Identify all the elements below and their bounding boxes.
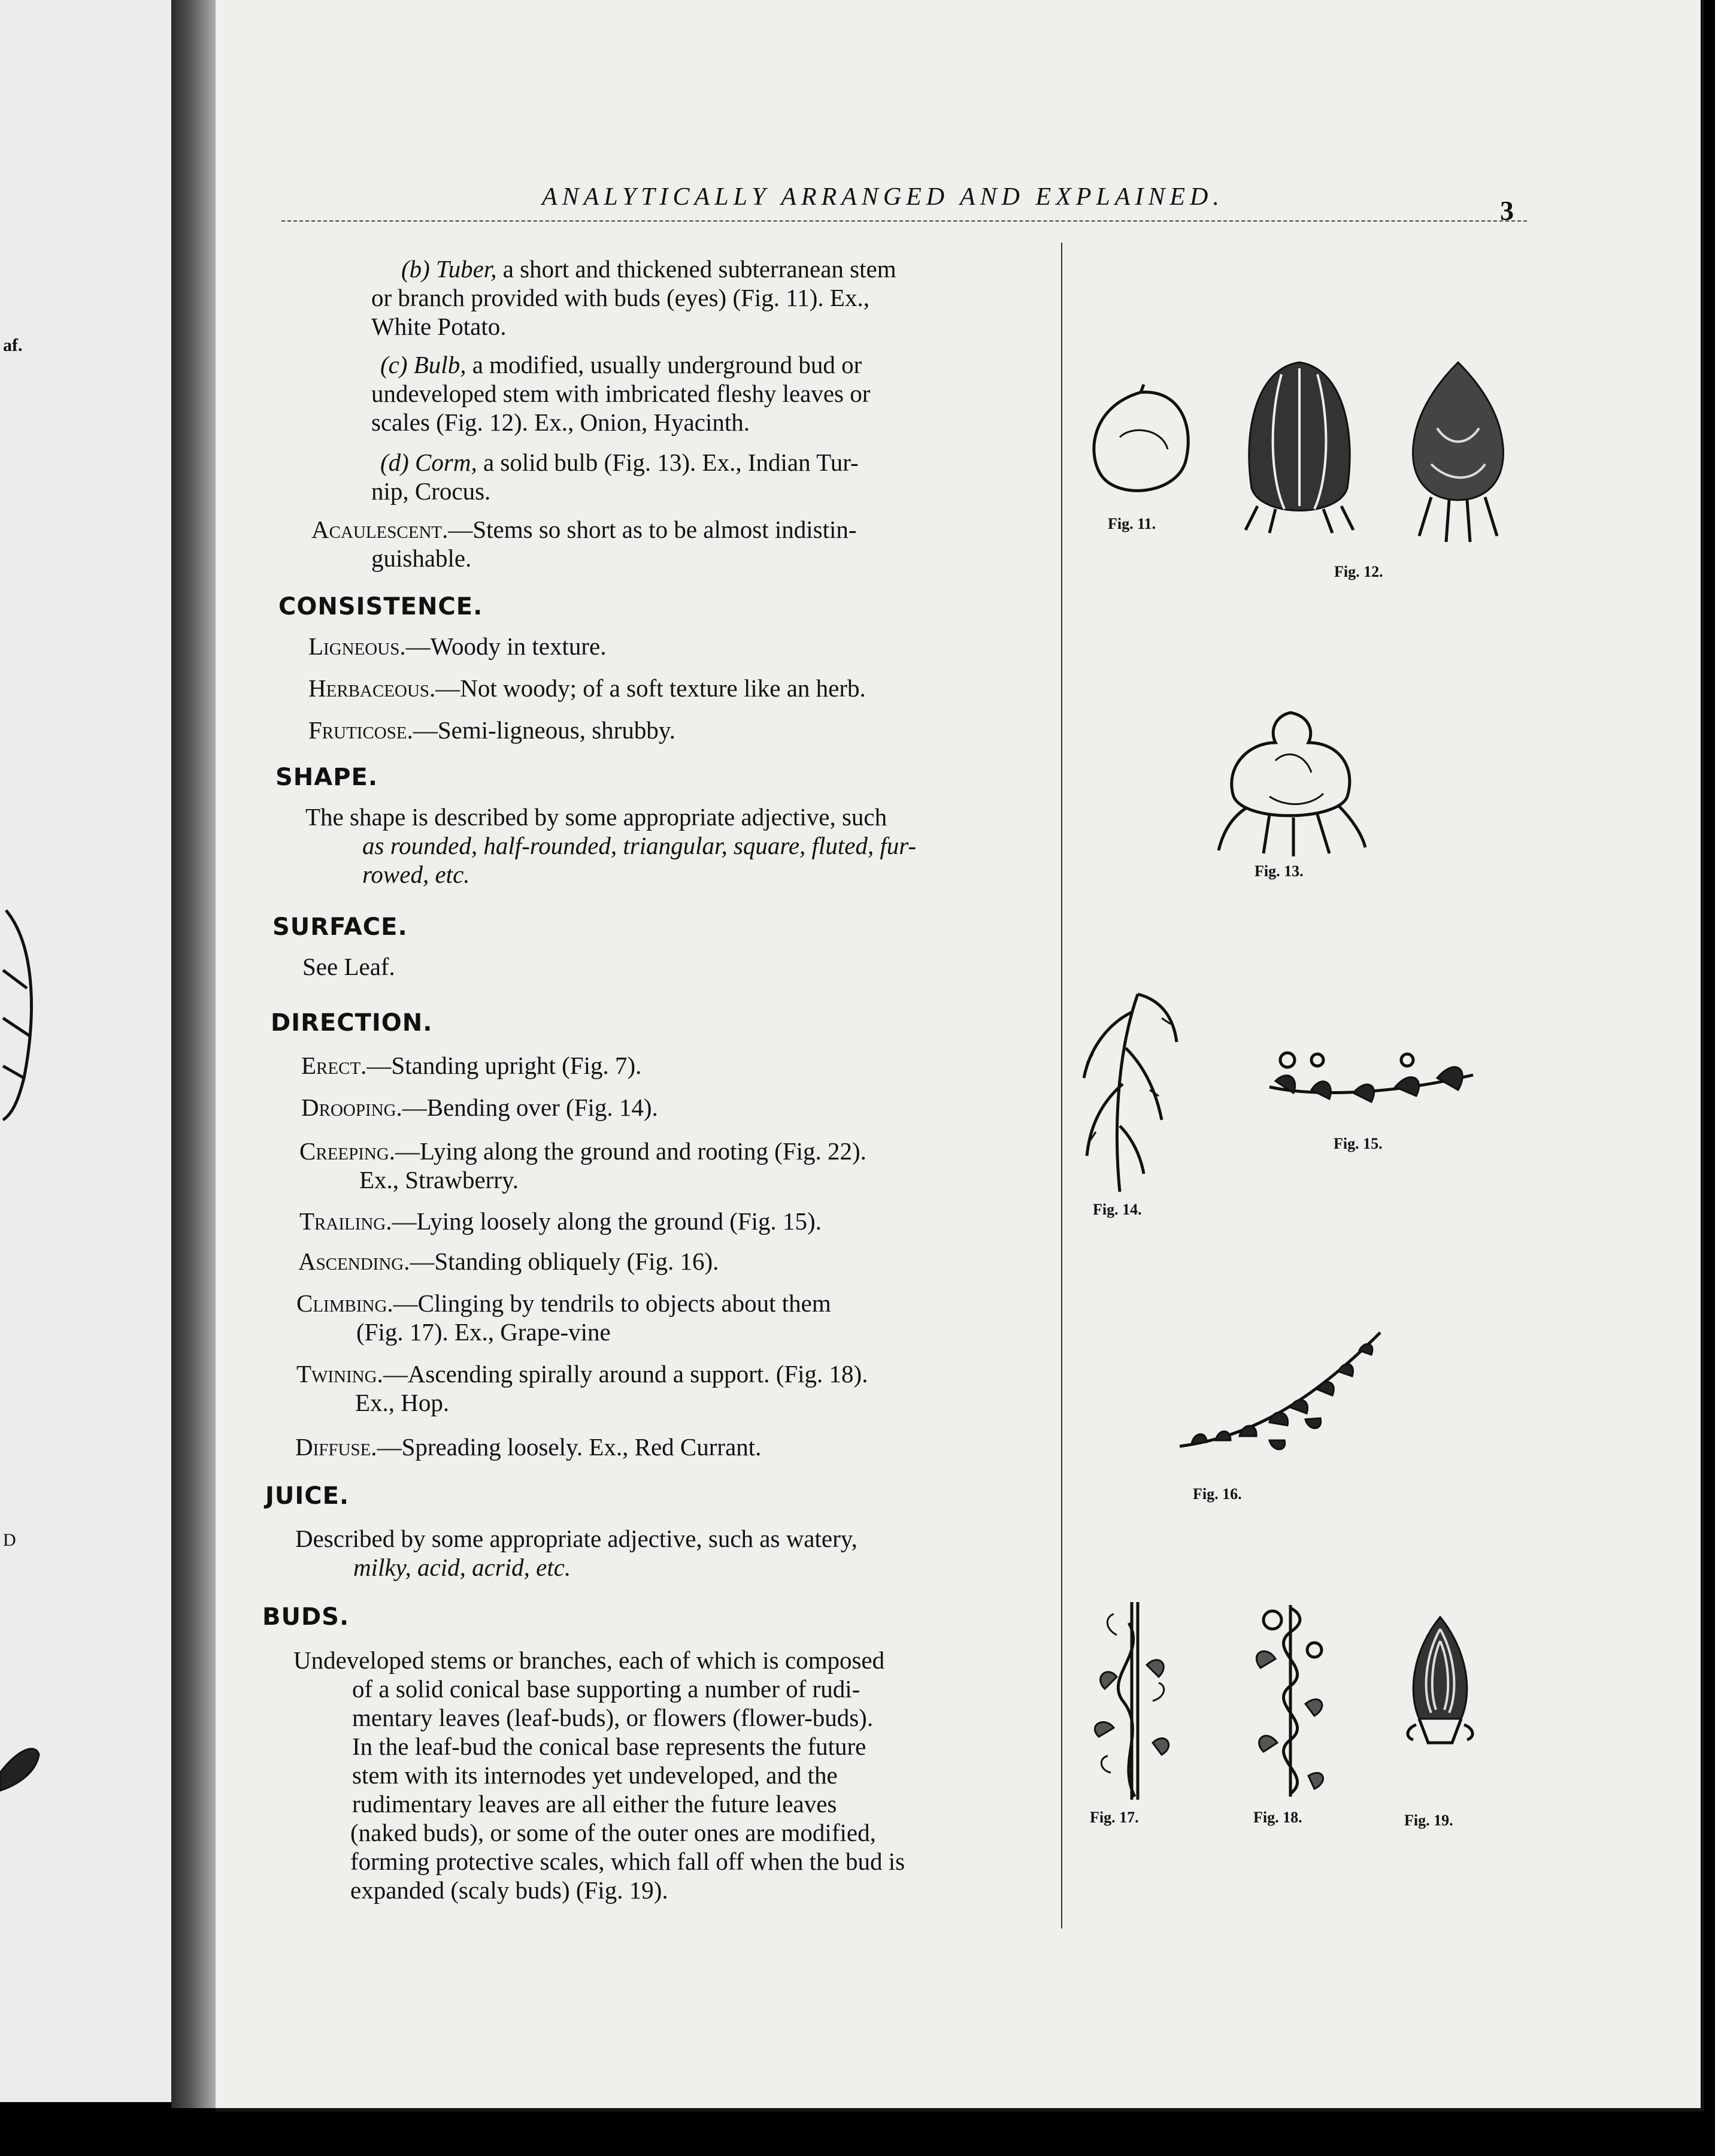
definition-line: Diffuse.—Spreading loosely. Ex., Red Currant. [295, 1433, 762, 1461]
figure-caption: Fig. 15. [1334, 1135, 1383, 1152]
corm-line: nip, Crocus. [371, 477, 491, 505]
corm-label: (d) Corm, [380, 449, 477, 476]
fig-16-ascending-plant-drawing [1174, 1324, 1389, 1461]
acaulescent-line: Acaulescent.—Stems so short as to be almost indistin- [311, 516, 857, 543]
bulb-line: scales (Fig. 12). Ex., Onion, Hyacinth. [371, 408, 750, 436]
juice-line: Described by some appropriate adjective, such as watery, [295, 1525, 858, 1552]
fig-12-bulb-cross-section-drawing [1234, 356, 1365, 536]
buds-line: Undeveloped stems or branches, each of which is composed [293, 1646, 885, 1674]
buds-line: of a solid conical base supporting a number of rudi- [352, 1675, 860, 1703]
tuber-line: White Potato. [371, 313, 507, 340]
buds-line: In the leaf-bud the conical base represents the future [352, 1733, 866, 1760]
section-heading: SURFACE. [272, 913, 408, 941]
figure-caption: Fig. 18. [1253, 1809, 1302, 1826]
definition-line: Ex., Hop. [355, 1389, 450, 1416]
definition-line: Ligneous.—Woody in texture. [308, 632, 607, 660]
header-rule [281, 220, 1527, 222]
fig-19-bud-section-drawing [1401, 1614, 1479, 1752]
definition-line: Drooping.—Bending over (Fig. 14). [301, 1094, 658, 1121]
definition-line: Fruticose.—Semi-ligneous, shrubby. [308, 716, 675, 744]
figure-caption: Fig. 13. [1255, 862, 1304, 880]
shape-line: rowed, etc. [362, 861, 470, 888]
column-rule [1061, 243, 1062, 1928]
bulb-line: undeveloped stem with imbricated fleshy leaves or [371, 380, 871, 407]
buds-line: rudimentary leaves are all either the future leaves [352, 1790, 837, 1818]
figure-caption: Fig. 12. [1334, 563, 1383, 580]
buds-line: forming protective scales, which fall off when the bud is [350, 1848, 905, 1875]
tuber-line: or branch provided with buds (eyes) (Fig. 11). Ex., [371, 284, 869, 311]
buds-line: mentary leaves (leaf-buds), or flowers (flower-buds). [352, 1704, 874, 1731]
fig-17-climbing-plant-drawing [1081, 1599, 1177, 1803]
page-number: 3 [1500, 195, 1514, 226]
section-heading: JUICE. [265, 1482, 350, 1510]
left-page-pod-drawing [0, 1737, 42, 1821]
definition-line: Creeping.—Lying along the ground and rooting (Fig. 22). [299, 1137, 866, 1165]
tuber-line: (b) Tuber, a short and thickened subterranean stem [401, 255, 896, 283]
acaulescent-line: guishable. [371, 544, 472, 572]
fig-11-potato-drawing [1084, 383, 1198, 503]
section-heading: CONSISTENCE. [278, 593, 483, 620]
definition-line: Twining.—Ascending spirally around a support. (Fig. 18). [296, 1360, 868, 1388]
buds-line: expanded (scaly buds) (Fig. 19). [350, 1876, 668, 1904]
juice-line: milky, acid, acrid, etc. [353, 1554, 571, 1581]
fig-13-corm-drawing [1210, 707, 1371, 856]
surface-line: See Leaf. [302, 953, 395, 980]
figure-caption: Fig. 17. [1090, 1809, 1139, 1826]
shape-line: The shape is described by some appropriate adjective, such [305, 803, 887, 831]
fig-15-trailing-plant-drawing [1263, 1045, 1479, 1117]
bulb-label: (c) Bulb, [380, 351, 466, 378]
figure-caption: Fig. 11. [1108, 515, 1156, 532]
section-heading: BUDS. [262, 1603, 350, 1631]
left-page-leaf-drawing [0, 898, 42, 1126]
definition-line: Herbaceous.—Not woody; of a soft texture like an herb. [308, 674, 866, 702]
book-gutter [171, 0, 219, 2108]
bulb-line: (c) Bulb, a modified, usually underground bud or [380, 351, 862, 378]
figure-caption: Fig. 16. [1193, 1485, 1242, 1503]
definition-line: Trailing.—Lying loosely along the ground (Fig. 15). [299, 1207, 822, 1235]
shape-line: as rounded, half-rounded, triangular, square, fluted, fur- [362, 832, 917, 859]
tuber-label: (b) Tuber, [401, 255, 497, 283]
figure-caption: Fig. 19. [1404, 1812, 1453, 1829]
section-heading: DIRECTION. [271, 1009, 433, 1037]
left-page-fragment: D [3, 1530, 16, 1550]
term: Acaulescent. [311, 516, 449, 543]
fig-18-twining-plant-drawing [1249, 1602, 1332, 1800]
definition-line: Climbing.—Clinging by tendrils to objects about them [296, 1289, 831, 1317]
section-heading: SHAPE. [275, 764, 378, 791]
left-page-fragment: af. [3, 335, 23, 355]
definition-line: Ascending.—Standing obliquely (Fig. 16). [298, 1247, 719, 1275]
fig-12-hyacinth-bulb-drawing [1395, 356, 1521, 554]
buds-line: stem with its internodes yet undeveloped, and the [352, 1761, 838, 1789]
definition-line: Erect.—Standing upright (Fig. 7). [301, 1052, 642, 1079]
definition-line: (Fig. 17). Ex., Grape-vine [356, 1318, 611, 1346]
buds-line: (naked buds), or some of the outer ones are modified, [350, 1819, 876, 1846]
left-page-edge [0, 0, 176, 2102]
running-header: ANALYTICALLY ARRANGED AND EXPLAINED. [542, 183, 1224, 211]
corm-line: (d) Corm, a solid bulb (Fig. 13). Ex., Indian Tur- [380, 449, 859, 476]
fig-14-drooping-plant-drawing [1072, 982, 1180, 1198]
definition-line: Ex., Strawberry. [359, 1166, 519, 1194]
figure-caption: Fig. 14. [1093, 1201, 1142, 1218]
